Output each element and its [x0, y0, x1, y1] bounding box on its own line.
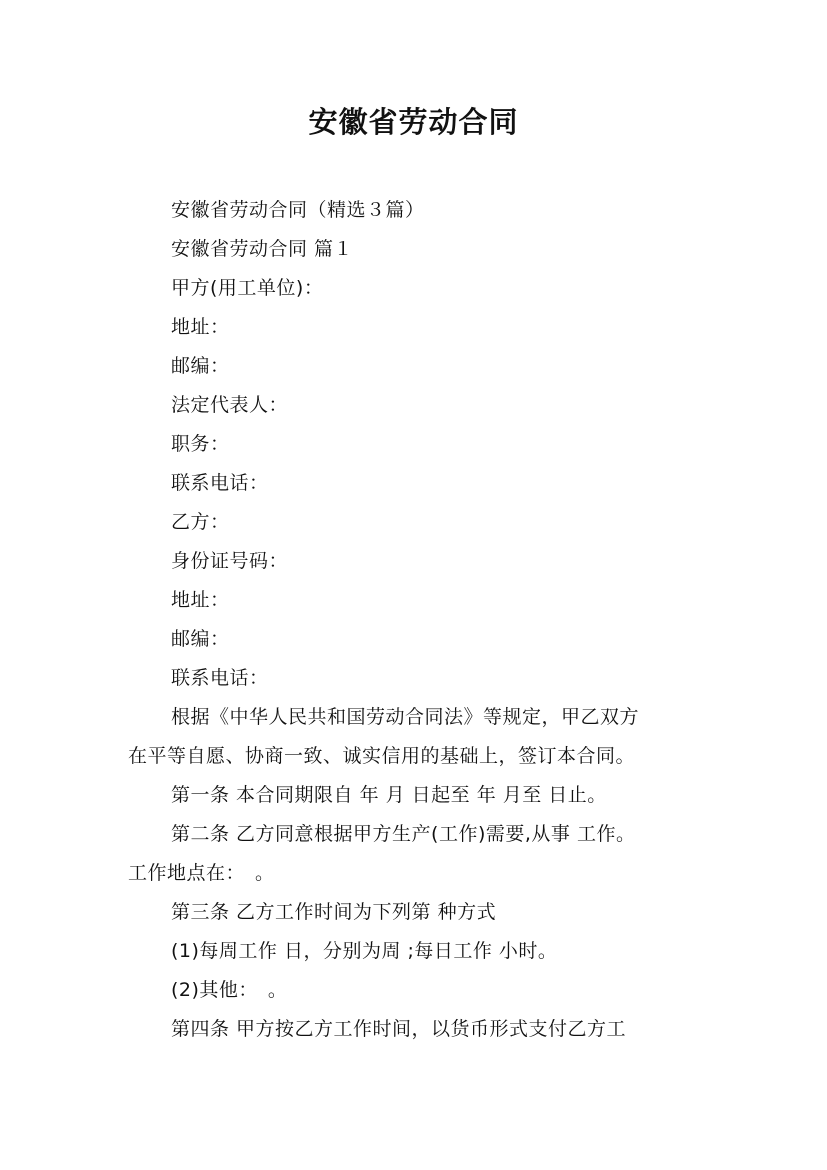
- text-line: 联系电话：: [171, 667, 269, 689]
- text-line: 乙方：: [171, 511, 230, 533]
- text-line: 地址：: [171, 316, 230, 338]
- text-line: 第二条 乙方同意根据甲方生产(工作)需要,从事 工作。: [171, 823, 636, 845]
- text-line: 法定代表人：: [171, 394, 289, 416]
- text-line: 职务：: [171, 433, 230, 455]
- text-line: 甲方(用工单位)：: [171, 277, 324, 299]
- text-line: 地址：: [171, 589, 230, 611]
- text-line: 邮编：: [171, 355, 230, 377]
- text-line: 身份证号码：: [171, 550, 289, 572]
- text-line: (2)其他： 。: [171, 979, 288, 1001]
- text-line: 安徽省劳动合同 篇１: [171, 238, 354, 260]
- text-line: 第三条 乙方工作时间为下列第 种方式: [171, 901, 497, 923]
- text-line: 联系电话：: [171, 472, 269, 494]
- text-line: 第一条 本合同期限自 年 月 日起至 年 月至 日止。: [171, 784, 607, 806]
- document-body: [128, 191, 728, 1049]
- text-line: 工作地点在： 。: [128, 862, 275, 884]
- text-line: 第四条 甲方按乙方工作时间，以货币形式支付乙方工: [171, 1018, 627, 1040]
- text-line: 邮编：: [171, 628, 230, 650]
- text-line: 安徽省劳动合同（精选３篇）: [171, 199, 425, 221]
- text-line: 根据《中华人民共和国劳动合同法》等规定，甲乙双方: [171, 706, 640, 728]
- document-title: 安徽省劳动合同: [308, 105, 519, 139]
- text-line: (1)每周工作 日，分别为周 ;每日工作 小时。: [171, 940, 558, 962]
- text-line: 在平等自愿、协商一致、诚实信用的基础上，签订本合同。: [128, 745, 636, 767]
